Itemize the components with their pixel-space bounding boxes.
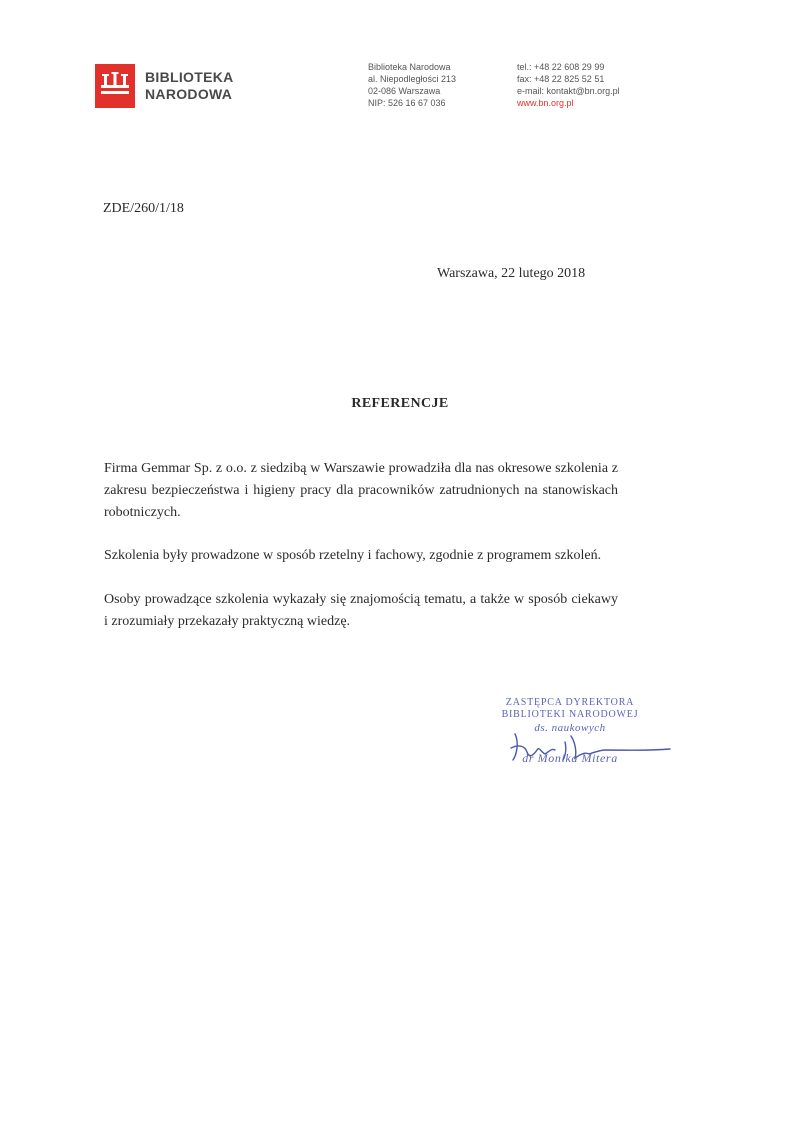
logo-line-1: BIBLIOTEKA (145, 69, 234, 85)
letter-title: REFERENCJE (351, 396, 449, 411)
paragraph: Osoby prowadzące szkolenia wykazały się znajomością tematu, a także w sposób ciekawy i zrozumiały przekazały praktyczną wiedzę. (104, 592, 618, 629)
stamp-line-3: ds. naukowych (534, 722, 606, 734)
logo-wordmark (145, 69, 234, 103)
website-link[interactable]: www.bn.org.pl (517, 98, 574, 108)
stamp-line-2: BIBLIOTEKI NARODOWEJ (501, 709, 639, 720)
address-line: NIP: 526 16 67 036 (368, 98, 446, 108)
email: e-mail: kontakt@bn.org.pl (517, 86, 620, 96)
logo-line-2: NARODOWA (145, 86, 233, 102)
fax: fax: +48 22 825 52 51 (517, 74, 605, 84)
crown-logo-icon (95, 64, 135, 108)
phone: tel.: +48 22 608 29 99 (517, 62, 605, 72)
paragraph: Szkolenia były prowadzone w sposób rzetelny i fachowy, zgodnie z programem szkoleń. (104, 548, 602, 563)
address-line: Biblioteka Narodowa (368, 62, 451, 72)
address-line: 02-086 Warszawa (368, 86, 441, 96)
handwritten-signature (505, 722, 675, 772)
stamp-signatory-name: dr Monika Mitera (522, 751, 618, 765)
reference-number: ZDE/260/1/18 (103, 201, 184, 216)
letter-date: Warszawa, 22 lutego 2018 (437, 266, 586, 281)
contact-block (517, 61, 620, 109)
address-block (368, 61, 456, 109)
stamp-line-1: ZASTĘPCA DYREKTORA (505, 697, 635, 708)
address-line: al. Niepodległości 213 (368, 74, 457, 84)
library-logo (95, 64, 234, 108)
paragraph: Firma Gemmar Sp. z o.o. z siedzibą w Warszawie prowadziła dla nas okresowe szkolenia z zakresu bezpieczeństwa i higieny pracy dla pracowników zatrudnionych na stanowiskach robotniczych. (104, 461, 618, 520)
